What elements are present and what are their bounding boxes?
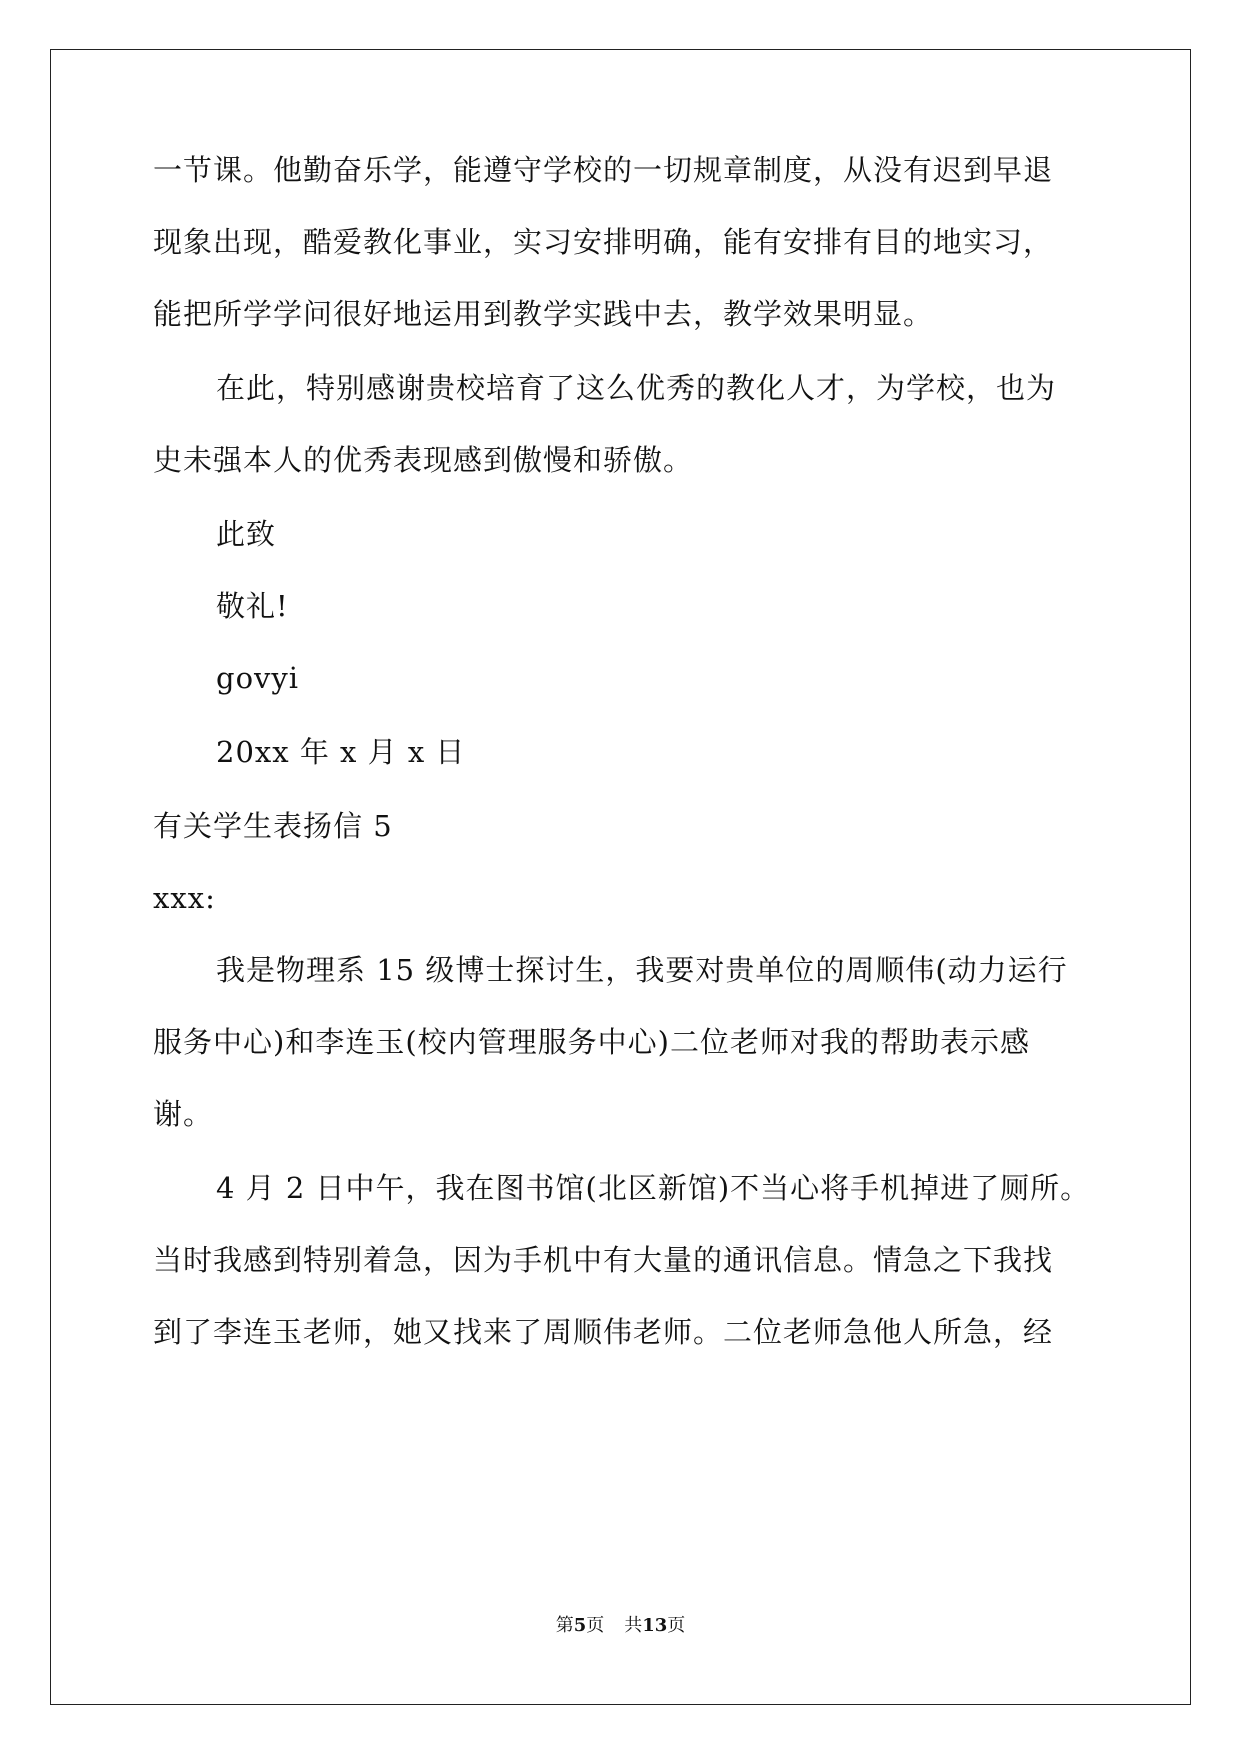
page-prefix: 第	[555, 1615, 574, 1636]
body-line: 我是物理系 15 级博士探讨生，我要对贵单位的周顺伟(动力运行	[216, 953, 1068, 987]
body-line: 史未强本人的优秀表现感到傲慢和骄傲。	[153, 443, 694, 477]
body-line: 现象出现，酷爱教化事业，实习安排明确，能有安排有目的地实习，	[153, 225, 1054, 259]
body-line: 在此，特别感谢贵校培育了这么优秀的教化人才，为学校，也为	[216, 371, 1057, 405]
body-line: 服务中心)和李连玉(校内管理服务中心)二位老师对我的帮助表示感	[153, 1025, 1030, 1059]
page-unit: 页	[586, 1615, 605, 1636]
closing-regards: 敬礼!	[216, 589, 289, 623]
total-page-count: 13	[642, 1615, 668, 1636]
body-line: 能把所学学问很好地运用到教学实践中去，教学效果明显。	[153, 297, 934, 331]
body-line: 当时我感到特别着急，因为手机中有大量的通讯信息。情急之下我找	[153, 1243, 1054, 1277]
body-line: 到了李连玉老师，她又找来了周顺伟老师。二位老师急他人所急，经	[153, 1315, 1054, 1349]
section-title: 有关学生表扬信 5	[153, 809, 393, 843]
current-page-number: 5	[573, 1615, 587, 1636]
recipient-line: xxx:	[153, 881, 216, 915]
closing-salutation: 此致	[216, 517, 277, 551]
body-line: 4 月 2 日中午，我在图书馆(北区新馆)不当心将手机掉进了厕所。	[216, 1171, 1091, 1205]
body-line: 一节课。他勤奋乐学，能遵守学校的一切规章制度，从没有迟到早退	[153, 153, 1054, 187]
signature-name: govyi	[216, 661, 300, 695]
total-unit: 页	[667, 1615, 686, 1636]
page-footer	[0, 1614, 1241, 1638]
signature-date: 20xx 年 x 月 x 日	[216, 735, 466, 769]
body-line: 谢。	[153, 1097, 214, 1131]
total-prefix: 共	[624, 1615, 643, 1636]
